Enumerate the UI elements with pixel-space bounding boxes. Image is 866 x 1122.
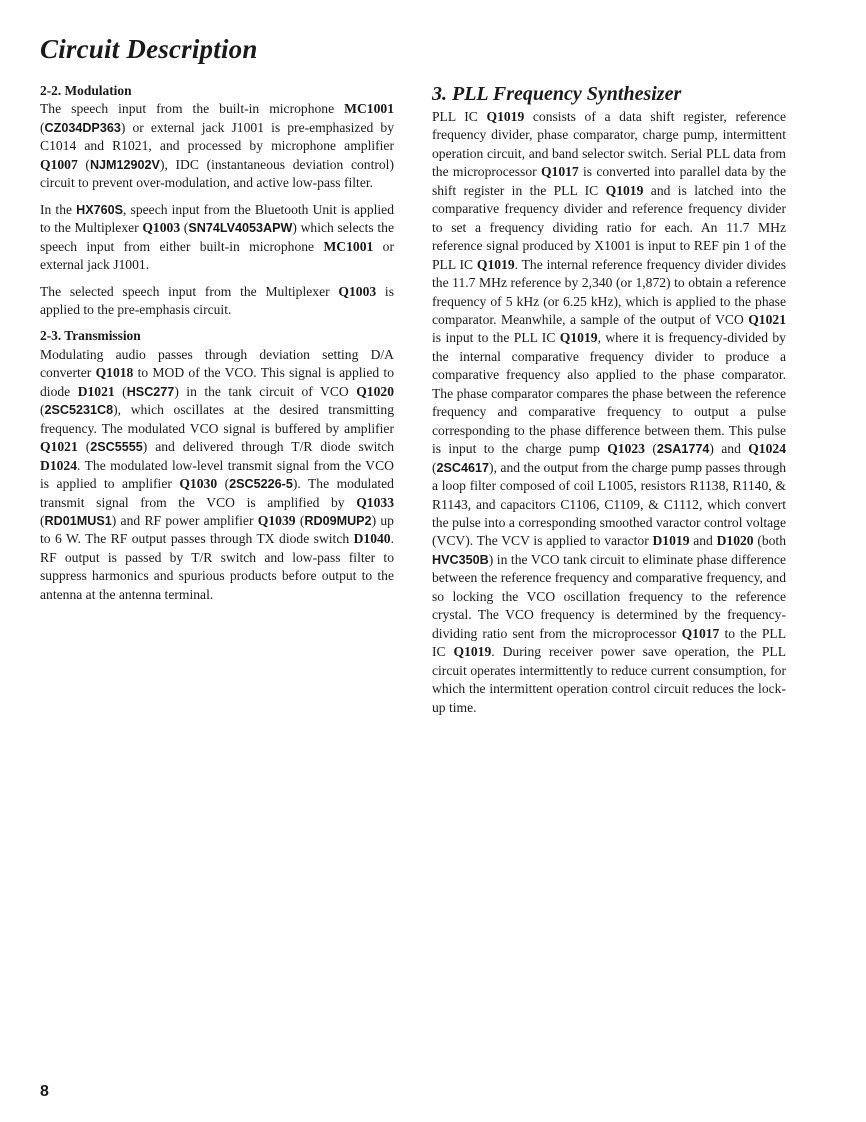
transmission-heading: 2-3. Transmission: [40, 328, 141, 344]
transmission-paragraph-1: Modulating audio passes through deviation setting D/A converter Q1018 to MOD of the VCO. This signal is applied to diode D1021 (HSC277) in the tank circuit of VCO Q1020 (2SC5231C8), which oscillates at the desired transmitting frequency. The modulated VCO signal is buffered by amplifier Q1021 (2SC5555) and delivered through T/R diode switch D1024. The modulated low-level transmit signal from the VCO is applied to amplifier Q1030 (2SC5226-5). The modulated transmit signal from the VCO is amplified by Q1033 (RD01MUS1) and RF power amplifier Q1039 (RD09MUP2) up to 6 W. The RF output passes through TX diode switch D1040. RF output is passed by T/R switch and low-pass filter to suppress harmonics and spurious products before output to the antenna at the antenna terminal.: [40, 346, 394, 602]
right-column: [432, 82, 786, 725]
modulation-heading: 2-2. Modulation: [40, 83, 132, 98]
pll-paragraph-1: PLL IC Q1019 consists of a data shift register, reference frequency divider, phase comparator, charge pump, intermittent operation circuit, and band selector switch. Serial PLL data from the microprocessor Q1017 is converted into parallel data by the shift register in the PLL IC Q1019 and is latched into the comparative frequency divider and reference frequency divider to set a frequency dividing ratio for each. An 11.7 MHz reference signal produced by X1001 is input to REF pin 1 of the PLL IC Q1019. The internal reference frequency divider divides the 11.7 MHz reference by 2,340 (or 1,872) to obtain a reference frequency of 5 kHz (or 6.25 kHz), which is applied to the phase comparator. Meanwhile, a sample of the output of VCO Q1021 is input to the PLL IC Q1019, where it is frequency-divided by the internal comparative frequency divider to produce a comparative frequency also applied to the phase comparator. The phase comparator compares the phase between the reference frequency and comparative frequency to output a pulse corresponding to the phase difference between them. This pulse is input to the charge pump Q1023 (2SA1774) and Q1024 (2SC4617), and the output from the charge pump passes through a loop filter composed of coil L1005, resistors R1138, R1140, & R1143, and capacitors C1106, C1109, & C1112, which convert the pulse into a corresponding smoothed varactor control voltage (VCV). The VCV is applied to varactor D1019 and D1020 (both HVC350B) in the VCO tank circuit to eliminate phase difference between the reference frequency and comparative frequency, and so locking the VCO oscillation frequency to the reference crystal. The VCO frequency is determined by the frequency-dividing ratio sent from the microprocessor Q1017 to the PLL IC Q1019. During receiver power save operation, the PLL circuit operates intermittently to reduce current consumption, for which the intermittent operation control circuit reduces the lock-up time.: [432, 109, 787, 715]
modulation-paragraph-1: The speech input from the built-in microphone MC1001 (CZ034DP363) or external jack J1001 is pre-emphasized by C1014 and R1021, and processed by microphone amplifier Q1007 (NJM12902V), IDC (instantaneous deviation control) circuit to prevent over-modulation, and active low-pass filter.: [40, 101, 394, 191]
page-title: Circuit Description: [40, 34, 258, 64]
modulation-paragraph-3: The selected speech input from the Multiplexer Q1003 is applied to the pre-emphasis circuit.: [40, 283, 395, 317]
pll-heading: 3. PLL Frequency Synthesizer: [432, 83, 682, 105]
left-column: [40, 82, 394, 612]
page-number: 8: [40, 1083, 49, 1100]
modulation-paragraph-2: In the HX760S, speech input from the Bluetooth Unit is applied to the Multiplexer Q1003 (SN74LV4053APW) which selects the speech input from either built-in microphone MC1001 or external jack J1001.: [40, 201, 394, 273]
